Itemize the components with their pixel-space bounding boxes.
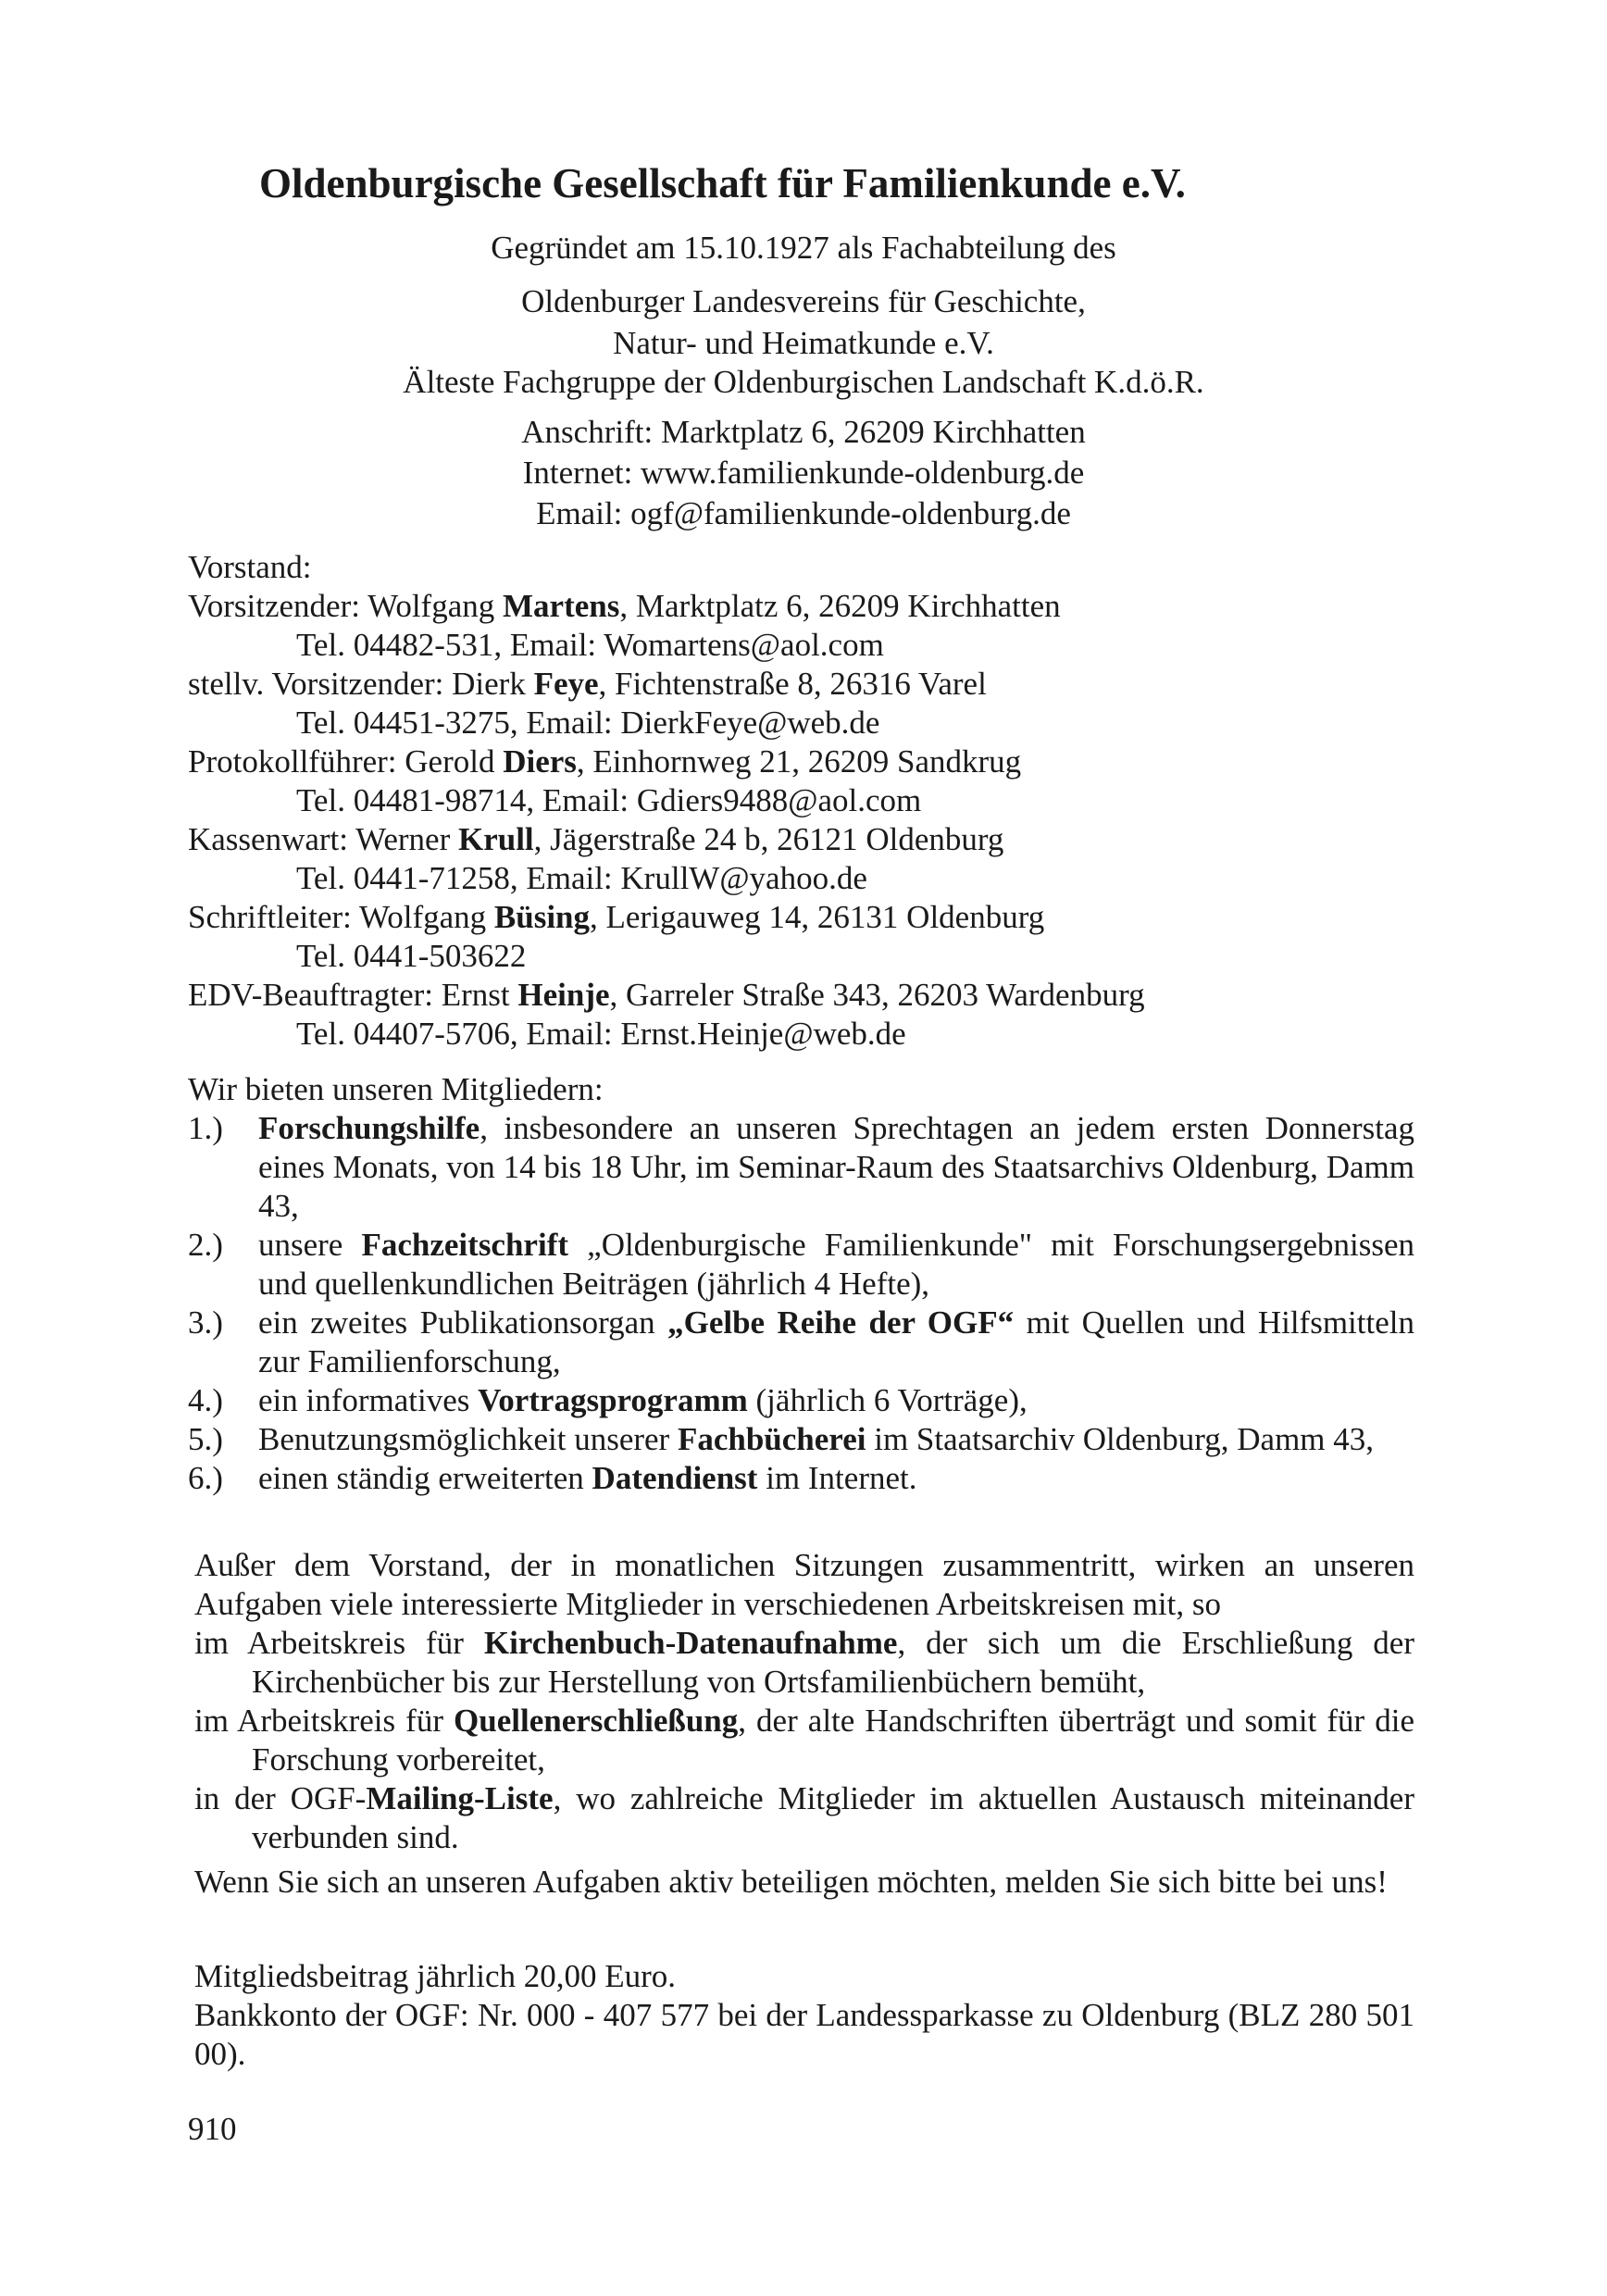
association-line-2: Natur- und Heimatkunde e.V. [613,325,994,361]
list-item: 4.) ein informatives Vortragsprogramm (jährlich 6 Vorträge), [188,1382,1028,1418]
list-number: 2.) [188,1227,223,1263]
list-item: 2.) unsere Fachzeitschrift „Oldenburgische Familienkunde" mit Forschungsergebnissen und quellenkundlichen Beiträgen (jährlich 4 Hefte), [188,1227,1414,1302]
board-member-contact: Tel. 04481-98714, Email: Gdiers9488@aol.com [296,782,922,818]
board-member-contact: Tel. 04451-3275, Email: DierkFeye@web.de [296,705,880,741]
list-item: 5.) Benutzungsmöglichkeit unserer Fachbücherei im Staatsarchiv Oldenburg, Damm 43, [188,1421,1375,1457]
board-member-contact: Tel. 04482-531, Email: Womartens@aol.com [296,627,884,663]
list-number: 3.) [188,1304,223,1341]
board-member-it: EDV-Beauftragter: Ernst Heinje, Garreler Straße 343, 26203 Wardenburg [188,977,1145,1013]
working-group-item: im Arbeitskreis für Quellenerschließung, der alte Handschriften überträgt und somit für die Forschung vorbereitet, [194,1703,1414,1778]
board-member-vice-chair: stellv. Vorsitzender: Dierk Feye, Fichtenstraße 8, 26316 Varel [188,666,987,702]
membership-fee: Mitgliedsbeitrag jährlich 20,00 Euro. [194,1958,677,1994]
member-name: Diers [503,743,577,780]
website-line: Internet: www.familienkunde-oldenburg.de [522,455,1085,491]
member-name: Heinje [517,977,610,1013]
working-group-item: im Arbeitskreis für Kirchenbuch-Datenaufnahme, der sich um die Erschließung der Kirchenbücher bis zur Herstellung von Ortsfamilienbüchern bemüht, [194,1625,1414,1700]
association-line-1: Oldenburger Landesvereins für Geschichte, [521,283,1086,319]
list-item: 3.) ein zweites Publikationsorgan „Gelbe Reihe der OGF“ mit Quellen und Hilfsmitteln zur Familienforschung, [188,1304,1414,1379]
bank-account: Bankkonto der OGF: Nr. 000 - 407 577 bei der Landessparkasse zu Oldenburg (BLZ 280 501 00). [194,1997,1414,2072]
member-name: Büsing [493,899,591,935]
founding-line: Gegründet am 15.10.1927 als Fachabteilung des [491,230,1116,266]
list-number: 4.) [188,1382,223,1418]
member-name: Krull [457,821,534,857]
board-member-editor: Schriftleiter: Wolfgang Büsing, Lerigauweg 14, 26131 Oldenburg [188,899,1045,935]
member-name: Martens [503,588,620,624]
board-member-contact: Tel. 0441-503622 [296,938,527,974]
working-group-item: in der OGF-Mailing-Liste, wo zahlreiche Mitglieder im aktuellen Austausch miteinander verbunden sind. [194,1780,1414,1855]
page-title: Oldenburgische Gesellschaft für Familienkunde e.V. [259,160,1186,206]
board-member-treasurer: Kassenwart: Werner Krull, Jägerstraße 24 b, 26121 Oldenburg [188,821,1004,857]
board-member-chair: Vorsitzender: Wolfgang Martens, Marktplatz 6, 26209 Kirchhatten [188,588,1061,624]
page-number: 910 [188,2111,237,2147]
email-line: Email: ogf@familienkunde-oldenburg.de [536,495,1071,531]
board-member-contact: Tel. 0441-71258, Email: KrullW@yahoo.de [296,860,867,896]
list-item: 1.) Forschungshilfe, insbesondere an unseren Sprechtagen an jedem ersten Donnerstag eines Monats, von 14 bis 18 Uhr, im Seminar-Raum des Staatsarchivs Oldenburg, Damm 43, [188,1110,1414,1224]
list-item: 6.) einen ständig erweiterten Datendienst im Internet. [188,1460,917,1496]
offers-list [188,1109,1414,1498]
address-line: Anschrift: Marktplatz 6, 26209 Kirchhatten [521,414,1086,450]
list-number: 5.) [188,1421,223,1457]
working-groups-intro: Außer dem Vorstand, der in monatlichen Sitzungen zusammentritt, wirken an unseren Aufgaben viele interessierte Mitglieder in verschiedenen Arbeitskreisen mit, so [194,1547,1414,1622]
list-number: 1.) [188,1110,223,1146]
working-groups-section [194,1546,1414,1857]
member-name: Feye [533,666,599,702]
invitation-paragraph: Wenn Sie sich an unseren Aufgaben aktiv beteiligen möchten, melden Sie sich bitte bei uns! [194,1864,1388,1900]
board-member-contact: Tel. 04407-5706, Email: Ernst.Heinje@web.de [296,1016,906,1052]
board-heading: Vorstand: [188,549,312,585]
landscape-line: Älteste Fachgruppe der Oldenburgischen Landschaft K.d.ö.R. [403,364,1204,400]
offers-intro: Wir bieten unseren Mitgliedern: [188,1071,604,1107]
board-member-secretary: Protokollführer: Gerold Diers, Einhornweg 21, 26209 Sandkrug [188,743,1022,780]
list-number: 6.) [188,1460,223,1496]
